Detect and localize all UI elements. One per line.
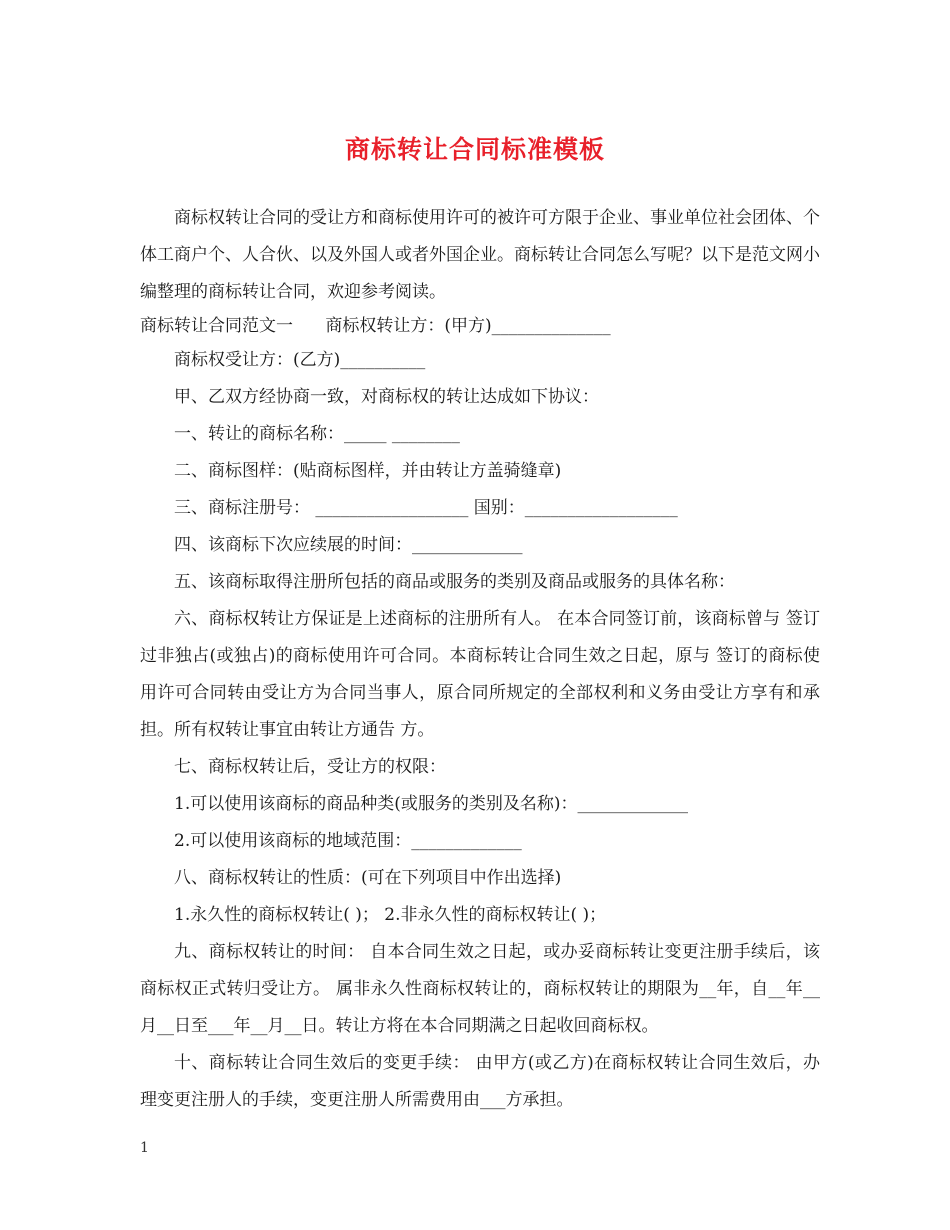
clause-7: 七、商标权转让后，受让方的权限： [174,757,446,777]
assignee-line: 商标权受让方：(乙方)__________ [174,350,426,370]
clause-9: 九、商标权转让的时间： 自本合同生效之日起，或办妥商标转让变更注册手续后，该商标权正式转归受让方。 属非永久性商标权转让的，商标权转让的期限为__年，自__年__月__日至___年__月__日。转让方将在本合同期满之日起收回商标权。 [140,942,820,1036]
clause-8-options: 1.永久性的商标权转让( )； 2.非永久性的商标权转让( )； [174,905,607,925]
clause-8: 八、商标权转让的性质：(可在下列项目中作出选择) [174,868,562,888]
clause-3: 三、商标注册号： __________________ 国别：__________________ [174,498,678,518]
clause-6: 六、商标权转让方保证是上述商标的注册所有人。 在本合同签订前，该商标曾与 签订过非独占(或独占)的商标使用许可合同。本商标转让合同生效之日起，原与 签订的商标使用许可合同转由受让方为合同当事人，原合同所规定的全部权利和义务由受让方享有和承担。所有权转让事宜由转让方通告 方。 [140,609,820,740]
clause-5: 五、该商标取得注册所包括的商品或服务的类别及商品或服务的具体名称： [174,572,735,592]
intro-paragraph: 商标权转让合同的受让方和商标使用许可的被许可方限于企业、事业单位社会团体、个体工商户个、人合伙、以及外国人或者外国企业。商标转让合同怎么写呢？以下是范文网小编整理的商标转让合同，欢迎参考阅读。 [140,208,820,302]
contract-header-line: 商标转让合同范文一 商标权转让方：(甲方)______________ [140,316,611,336]
clause-1: 一、转让的商标名称：_____ ________ [174,424,460,444]
clause-10: 十、商标转让合同生效后的变更手续： 由甲方(或乙方)在商标权转让合同生效后，办理变更注册人的手续，变更注册人所需费用由___方承担。 [140,1053,820,1110]
document-title: 商标转让合同标准模板 [344,135,605,164]
clause-2: 二、商标图样：(贴商标图样，并由转让方盖骑缝章) [174,461,562,481]
clause-7-item-2: 2.可以使用该商标的地域范围：_____________ [174,831,522,851]
document-body [140,200,820,1119]
clause-7-item-1: 1.可以使用该商标的商品种类(或服务的类别及名称)：_____________ [174,794,688,814]
page-number: 1 [140,1140,149,1156]
agreement-line: 甲、乙双方经协商一致，对商标权的转让达成如下协议： [174,387,599,407]
clause-4: 四、该商标下次应续展的时间：_____________ [174,535,523,555]
